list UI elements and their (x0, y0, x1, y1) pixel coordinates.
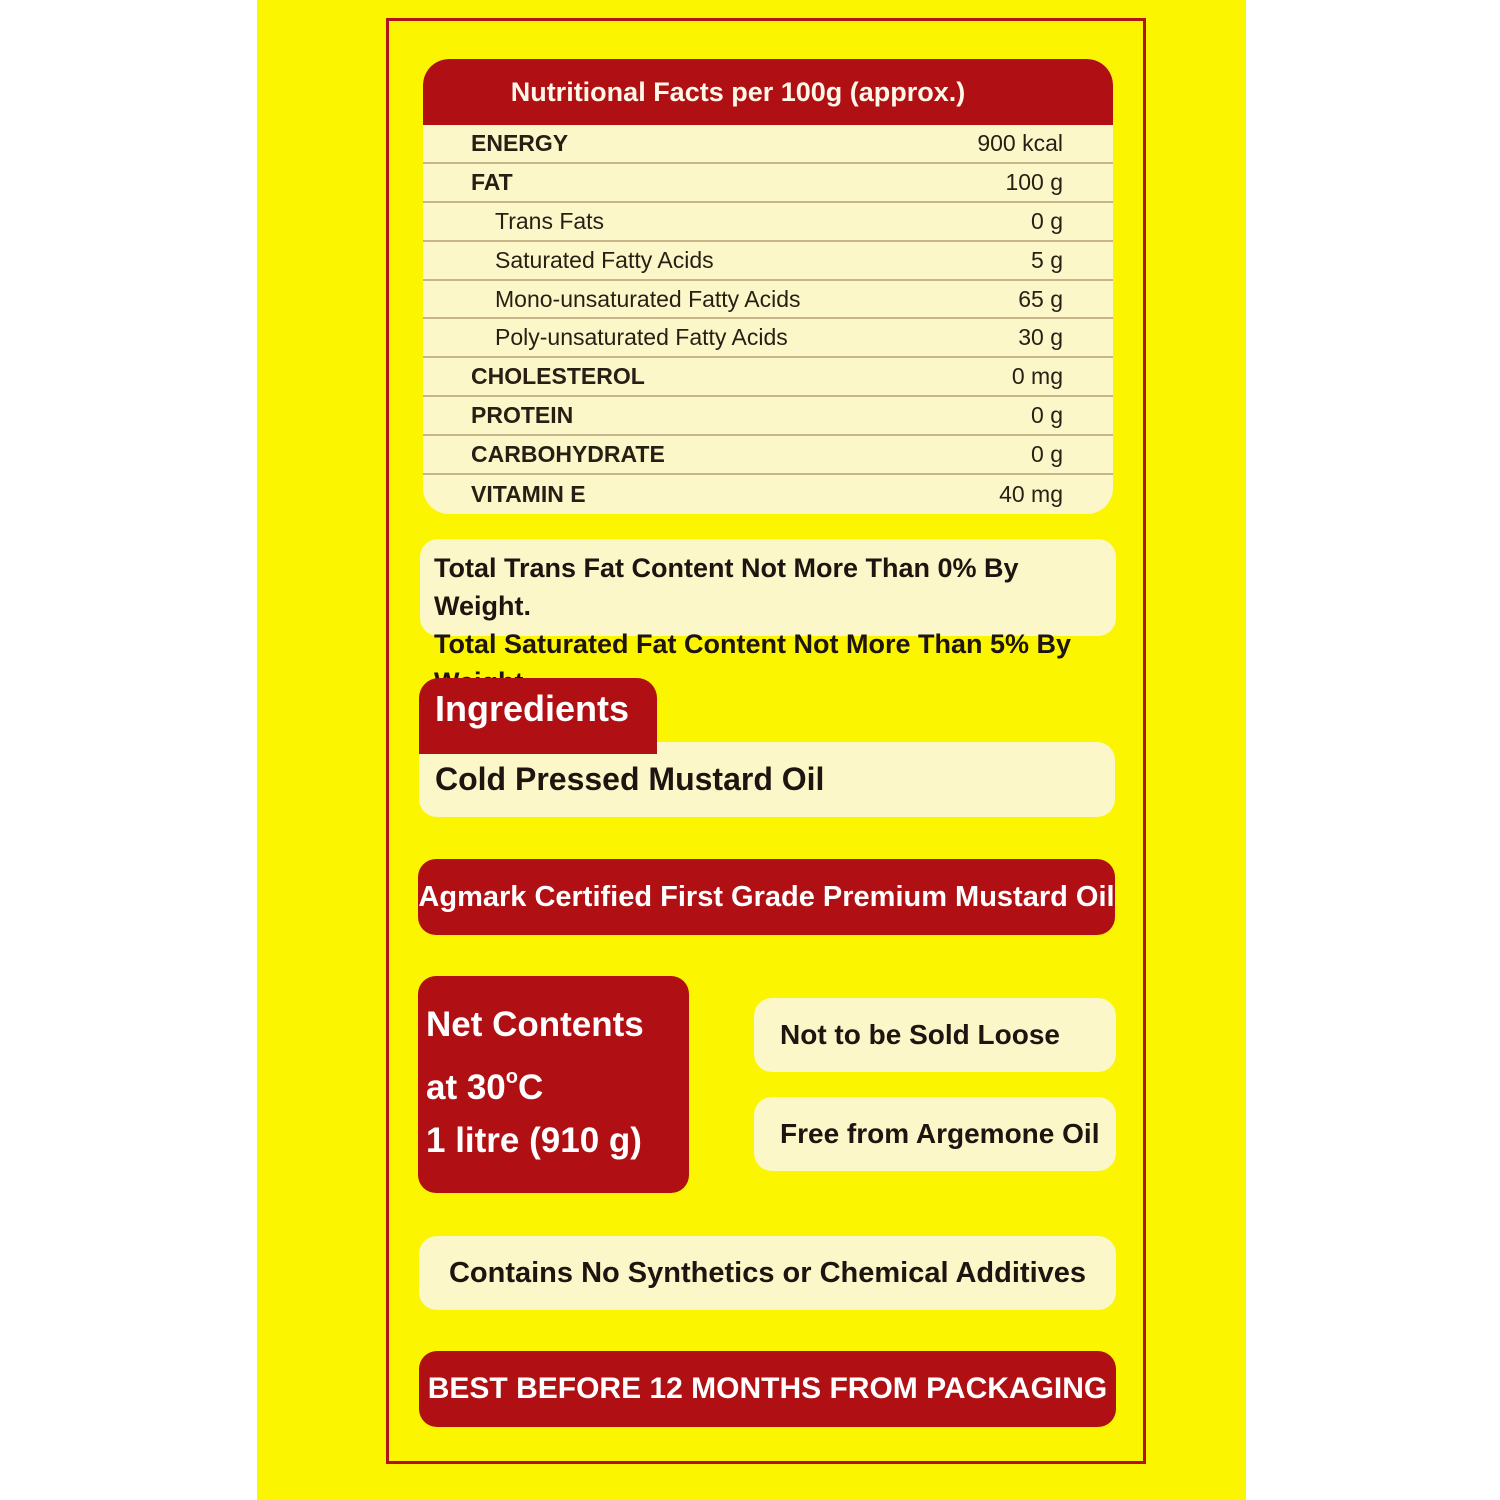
nutrition-row (423, 475, 1113, 514)
nutrition-row (423, 242, 1113, 281)
nutrient-name: Trans Fats (495, 207, 605, 234)
argemone-free-badge: Free from Argemone Oil (754, 1097, 1116, 1171)
ingredients-heading: Ingredients (419, 678, 657, 754)
nutrient-name: ENERGY (471, 129, 569, 156)
nutrient-name: Poly-unsaturated Fatty Acids (495, 324, 788, 351)
net-contents-label: Net Contents (426, 1005, 644, 1044)
nutrition-row (423, 358, 1113, 397)
nutrient-value: 900 kcal (977, 129, 1063, 156)
ingredients-text: Cold Pressed Mustard Oil (419, 742, 1115, 817)
net-contents-temperature (426, 1051, 689, 1114)
nutrition-row (423, 203, 1113, 242)
nutrient-name: CHOLESTEROL (471, 363, 645, 390)
nutrition-table (423, 59, 1113, 514)
temperature-prefix: at 30 (426, 1068, 506, 1107)
nutrient-name: FAT (471, 168, 513, 195)
nutrient-value: 65 g (1018, 285, 1063, 312)
nutrition-title: Nutritional Facts per 100g (approx.) (423, 59, 1113, 125)
nutrition-row (423, 319, 1113, 358)
nutrition-row (423, 125, 1113, 164)
nutrient-name: VITAMIN E (471, 480, 586, 507)
agmark-banner: Agmark Certified First Grade Premium Mustard Oil (418, 859, 1115, 935)
best-before-banner: BEST BEFORE 12 MONTHS FROM PACKAGING (419, 1351, 1116, 1427)
not-sold-loose-badge: Not to be Sold Loose (754, 998, 1116, 1072)
nutrition-row (423, 281, 1113, 320)
no-synthetics-badge: Contains No Synthetics or Chemical Additives (419, 1236, 1116, 1310)
nutrient-value: 0 mg (1011, 363, 1063, 390)
nutrient-value: 30 g (1018, 324, 1063, 351)
net-contents-box (418, 976, 689, 1193)
nutrition-row (423, 164, 1113, 203)
nutrient-name: PROTEIN (471, 402, 574, 429)
fat-content-note (420, 539, 1116, 659)
nutrient-value: 40 mg (999, 480, 1063, 507)
nutrient-value: 0 g (1031, 441, 1063, 468)
nutrition-row (423, 436, 1113, 475)
net-contents-volume: 1 litre (910 g) (426, 1121, 642, 1160)
nutrient-name: CARBOHYDRATE (471, 441, 665, 468)
temperature-unit: C (518, 1068, 544, 1107)
nutrition-row (423, 397, 1113, 436)
nutrient-value: 100 g (1005, 168, 1063, 195)
trans-fat-note: Total Trans Fat Content Not More Than 0% By Weight. (434, 553, 1019, 621)
saturated-fat-note: Total Saturated Fat Content Not More Than 5% By (434, 629, 1072, 659)
nutrient-value: 5 g (1031, 246, 1063, 273)
nutrient-value: 0 g (1031, 207, 1063, 234)
degree-symbol: o (505, 1066, 518, 1088)
nutrient-name: Saturated Fatty Acids (495, 246, 714, 273)
nutrient-value: 0 g (1031, 402, 1063, 429)
nutrient-name: Mono-unsaturated Fatty Acids (495, 285, 801, 312)
